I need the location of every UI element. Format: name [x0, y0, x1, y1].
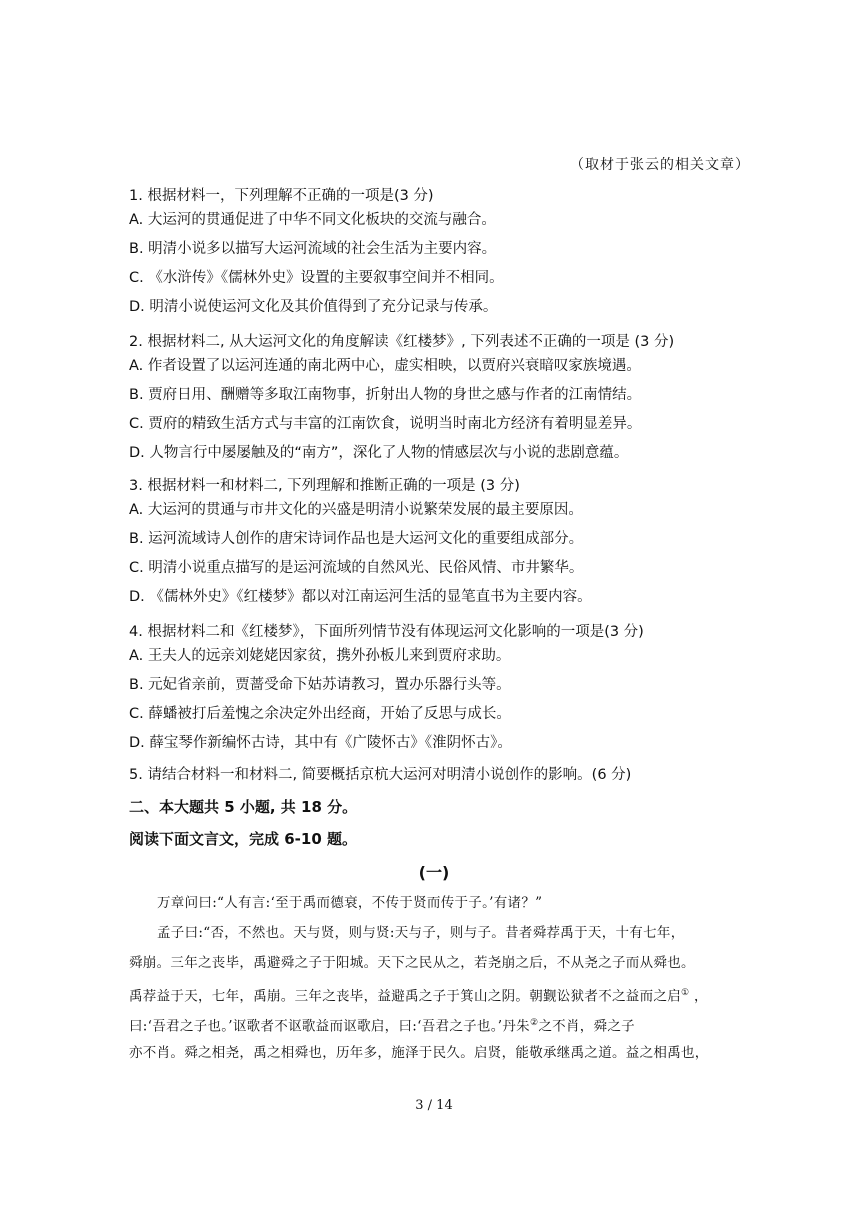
question-option: B. 贾府日用、酬赠等多取江南物事，折射出人物的身世之感与作者的江南情结。 [129, 387, 642, 403]
passage-line-tail: ， [689, 988, 708, 1005]
question-option: D. 人物言行中屡屡触及的“南方”，深化了人物的情感层次与小说的悲剧意蕴。 [129, 445, 629, 461]
passage-title: (一) [418, 863, 450, 882]
question-5 [129, 765, 759, 789]
page-number: 3 / 14 [415, 1098, 453, 1113]
question-option: A. 大运河的贯通与市井文化的兴盛是明清小说繁荣发展的最主要原因。 [129, 502, 583, 518]
question-2 [129, 332, 759, 472]
passage-line: 舜崩。三年之丧毕，禹避舜之子于阳城。天下之民从之，若尧崩之后，不从尧之子而从舜也。 [129, 955, 695, 971]
question-3 [129, 476, 759, 616]
footnote-marker: ① [681, 988, 690, 998]
passage-line: 孟子曰:“否，不然也。天与贤，则与贤:天与子，则与子。昔者舜荐禹于天，十有七年， [157, 925, 685, 941]
question-1 [129, 186, 759, 326]
question-option: A. 大运河的贯通促进了中华不同文化板块的交流与融合。 [129, 212, 496, 228]
question-stem: 4. 根据材料二和《红楼梦》，下面所列情节没有体现运河文化影响的一项是(3 分) [129, 624, 644, 640]
question-4 [129, 622, 759, 762]
question-stem: 2. 根据材料二, 从大运河文化的角度解读《红楼梦》, 下列表述不正确的一项是 (3 分) [129, 334, 675, 350]
passage-line [129, 982, 759, 1012]
classical-passage [129, 892, 759, 1072]
passage-line-text: 禹荐益于天，七年，禹崩。三年之丧毕，益避禹之子于箕山之阴。朝觐讼狱者不之益而之启 [129, 988, 681, 1005]
question-option: C. 明清小说重点描写的是运河流域的自然风光、民俗风情、市井繁华。 [129, 560, 584, 576]
question-option: D. 明清小说使运河文化及其价值得到了充分记录与传承。 [129, 299, 498, 315]
question-option: B. 明清小说多以描写大运河流域的社会生活为主要内容。 [129, 241, 497, 257]
passage-line [129, 1012, 759, 1042]
question-option: D. 薛宝琴作新编怀古诗，其中有《广陵怀古》《淮阴怀古》。 [129, 735, 512, 751]
question-option: B. 运河流域诗人创作的唐宋诗词作品也是大运河文化的重要组成部分。 [129, 531, 584, 547]
question-stem: 5. 请结合材料一和材料二, 简要概括京杭大运河对明清小说创作的影响。(6 分) [129, 767, 632, 783]
question-option: C. 薛蟠被打后羞愧之余决定外出经商，开始了反思与成长。 [129, 706, 511, 722]
section-title: 二、本大题共 5 小题, 共 18 分。 [129, 798, 358, 816]
reading-instruction: 阅读下面文言文，完成 6-10 题。 [129, 830, 357, 848]
question-option: D. 《儒林外史》《红楼梦》都以对江南运河生活的显笔直书为主要内容。 [129, 589, 592, 605]
question-stem: 3. 根据材料一和材料二, 下列理解和推断正确的一项是 (3 分) [129, 478, 520, 494]
question-option: C. 《水浒传》《儒林外史》设置的主要叙事空间并不相同。 [129, 270, 504, 286]
passage-line-text: 曰:‘吾君之子也。’讴歌者不讴歌益而讴歌启，曰:‘吾君之子也。’丹朱 [129, 1018, 530, 1035]
passage-line-tail: 之不肖，舜之子 [538, 1018, 635, 1035]
question-option: A. 王夫人的远亲刘姥姥因家贫，携外孙板儿来到贾府求助。 [129, 648, 511, 664]
question-option: B. 元妃省亲前，贾蔷受命下姑苏请教习，置办乐器行头等。 [129, 677, 511, 693]
footnote-marker: ② [529, 1018, 539, 1028]
source-note: （取材于张云的相关文章） [570, 157, 750, 173]
question-option: C. 贾府的精致生活方式与丰富的江南饮食，说明当时南北方经济有着明显差异。 [129, 416, 642, 432]
question-option: A. 作者设置了以运河连通的南北两中心，虚实相映，以贾府兴衰暗叹家族境遇。 [129, 358, 641, 374]
question-stem: 1. 根据材料一，下列理解不正确的一项是(3 分) [129, 188, 434, 204]
passage-line: 亦不肖。舜之相尧，禹之相舜也，历年多，施泽于民久。启贤，能敬承继禹之道。益之相禹也， [129, 1045, 709, 1061]
passage-line: 万章问曰:“人有言:‘至于禹而德衰，不传于贤而传于子。’有诸？” [157, 895, 543, 911]
